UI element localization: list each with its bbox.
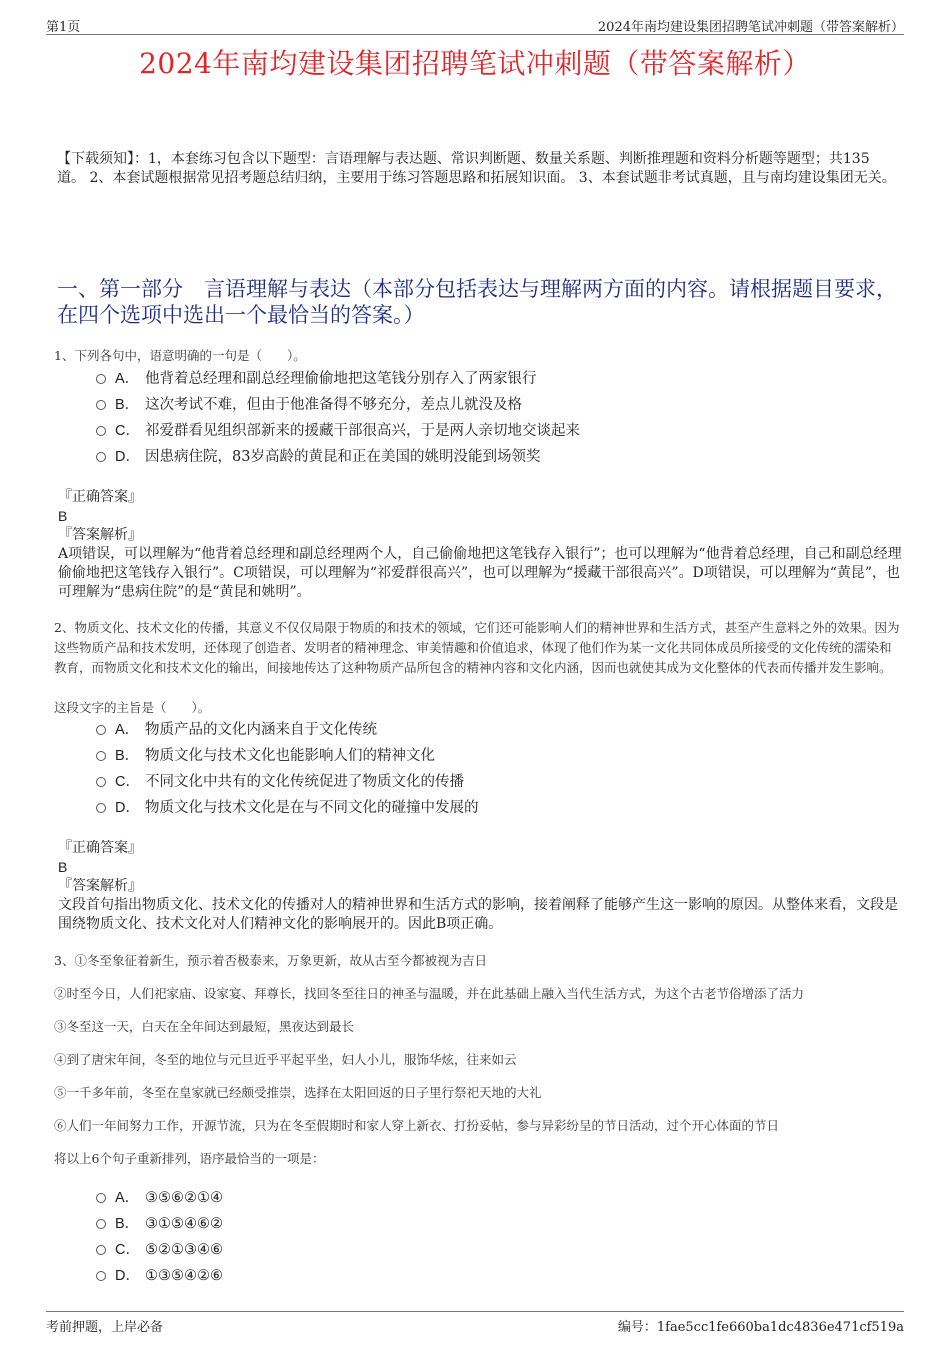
- page-title: 2024年南均建设集团招聘笔试冲刺题（带答案解析）: [139, 47, 811, 80]
- download-notice: 【下载须知】：1，本套练习包含以下题型：言语理解与表达题、常识判断题、数量关系题、判断推理题和资料分析题等题型；共135道。 2、本套试题根据常见招考题总结归纳，主要用于练习答题思路和拓展知识面。 3、本套试题非考试真题，且与南均建设集团无关。: [57, 151, 896, 186]
- option-d[interactable]: D． ①③⑤④②⑥: [96, 1263, 223, 1289]
- radio-icon[interactable]: [96, 1245, 106, 1255]
- sentence-4: ④到了唐宋年间，冬至的地位与元旦近乎平起平坐，妇人小儿，服饰华炫，往来如云: [54, 1052, 517, 1067]
- sentence-5: ⑤一千多年前，冬至在皇家就已经颇受推崇，选择在太阳回返的日子里行祭祀天地的大礼: [54, 1085, 542, 1100]
- sentence-2: ②时至今日，人们祀家庙、设家宴、拜尊长，找回冬至往日的神圣与温暖，并在此基础上融入当代生活方式，为这个古老节俗增添了活力: [54, 986, 805, 1001]
- radio-icon[interactable]: [96, 1193, 106, 1203]
- page-header: [46, 14, 904, 35]
- option-c[interactable]: C． 不同文化中共有的文化传统促进了物质文化的传播: [96, 769, 479, 795]
- page-number: 第1页: [46, 20, 81, 35]
- option-b[interactable]: B． 物质文化与技术文化也能影响人们的精神文化: [96, 743, 479, 769]
- radio-icon[interactable]: [96, 426, 106, 436]
- option-a[interactable]: A． ③⑤⑥②①④: [96, 1185, 223, 1211]
- radio-icon[interactable]: [96, 803, 106, 813]
- question-3-options: [96, 1185, 223, 1289]
- sentence-6: ⑥人们一年间努力工作，开源节流，只为在冬至假期时和家人穿上新衣、打扮妥帖，参与异彩纷呈的节日活动，过个开心体面的节日: [54, 1118, 780, 1133]
- radio-icon[interactable]: [96, 400, 106, 410]
- answer-label: 『正确答案』: [58, 489, 142, 505]
- page-footer: [46, 1311, 904, 1334]
- analysis-text: 文段首句指出物质文化、技术文化的传播对人的精神世界和生活方式的影响，接着阐释了能够产生这一影响的原因。从整体来看，文段是围绕物质文化、技术文化对人们精神文化的影响展开的。因此B项正确。: [58, 897, 898, 932]
- radio-icon[interactable]: [96, 452, 106, 462]
- option-d[interactable]: D． 物质文化与技术文化是在与不同文化的碰撞中发展的: [96, 795, 479, 821]
- option-a[interactable]: A． 他背着总经理和副总经理偷偷地把这笔钱分别存入了两家银行: [96, 366, 580, 392]
- question-2-options: [96, 717, 479, 821]
- option-b[interactable]: B． ③①⑤④⑥②: [96, 1211, 223, 1237]
- footer-slogan: 考前押题，上岸必备: [46, 1320, 164, 1335]
- analysis-text: A项错误，可以理解为“他背着总经理和副总经理两个人，自己偷偷地把这笔钱存入银行”；也可以理解为“他背着总经理，自己和副总经理偷偷地把这笔钱存入银行”。C项错误，可以理解为“祁爱群很高兴”，也可以理解为“援藏干部很高兴”。D项错误，可以理解为“黄昆”，也可理解为“患病住院”的是“黄昆和姚明”。: [58, 546, 902, 600]
- option-b[interactable]: B． 这次考试不难，但由于他准备得不够充分，差点儿就没及格: [96, 392, 580, 418]
- question-3-sentences: [54, 951, 900, 1182]
- section-heading: 一、第一部分 言语理解与表达（本部分包括表达与理解两方面的内容。请根据题目要求，在四个选项中选出一个最恰当的答案。）: [57, 277, 897, 327]
- sentence-1: 3、①冬至象征着新生，预示着否极泰来，万象更新，故从古至今都被视为吉日: [54, 953, 487, 968]
- radio-icon[interactable]: [96, 1219, 106, 1229]
- option-d[interactable]: D． 因患病住院，83岁高龄的黄昆和正在美国的姚明没能到场领奖: [96, 444, 580, 470]
- radio-icon[interactable]: [96, 1271, 106, 1281]
- option-c[interactable]: C． ⑤②①③④⑥: [96, 1237, 223, 1263]
- header-doc-title: 2024年南均建设集团招聘笔试冲刺题（带答案解析）: [597, 20, 904, 35]
- analysis-label: 『答案解析』: [58, 878, 142, 894]
- question-1-answer: [58, 488, 904, 602]
- option-a[interactable]: A． 物质产品的文化内涵来自于文化传统: [96, 717, 479, 743]
- answer-value: B: [58, 508, 68, 524]
- footer-serial: 编号：1fae5cc1fe660ba1dc4836e471cf519a: [617, 1320, 904, 1335]
- radio-icon[interactable]: [96, 725, 106, 735]
- answer-label: 『正确答案』: [58, 840, 142, 856]
- question-1-options: [96, 366, 580, 470]
- option-c[interactable]: C． 祁爱群看见组织部新来的援藏干部很高兴，于是两人亲切地交谈起来: [96, 418, 580, 444]
- question-2-answer: [58, 839, 904, 934]
- answer-value: B: [58, 859, 68, 875]
- radio-icon[interactable]: [96, 777, 106, 787]
- question-2-stem: 这段文字的主旨是（ ）。: [54, 700, 211, 715]
- question-2-passage: 2、物质文化、技术文化的传播，其意义不仅仅局限于物质的和技术的领域，它们还可能影响人们的精神世界和生活方式，甚至产生意料之外的效果。因为这些物质产品和技术发明，还体现了创造者、发明者的精神理念、审美情趣和价值追求，体现了他们作为某一文化共同体成员所接受的文化传统的濡染和教育，而物质文化和技术文化的输出，间接地传达了这种物质产品所包含的精神内容和文化内涵，因而也就使其成为文化整体的代表而传播并发生影响。: [54, 620, 900, 675]
- sentence-3: ③冬至这一天，白天在全年间达到最短，黑夜达到最长: [54, 1019, 355, 1034]
- radio-icon[interactable]: [96, 751, 106, 761]
- radio-icon[interactable]: [96, 374, 106, 384]
- analysis-label: 『答案解析』: [58, 527, 142, 543]
- question-3-stem: 将以上6个句子重新排列，语序最恰当的一项是：: [54, 1151, 325, 1166]
- question-1-stem: 1、下列各句中，语意明确的一句是（ ）。: [54, 348, 306, 363]
